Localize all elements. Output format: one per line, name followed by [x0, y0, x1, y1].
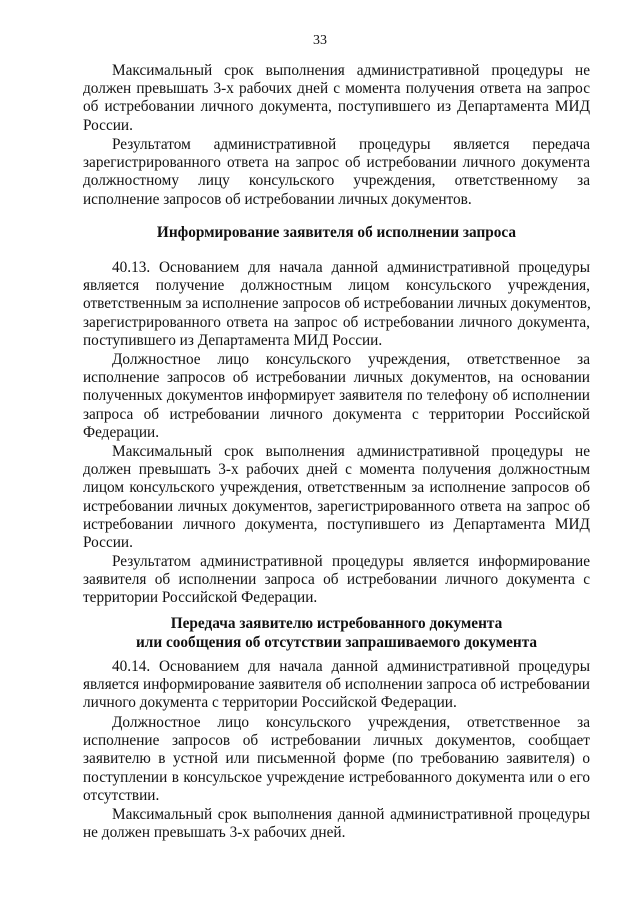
text-line: исполнение запросов об истребовании личных документов.: [83, 190, 472, 208]
paragraph: [83, 806, 590, 842]
text-line: должен превышать 3-х рабочих дней с момента получения ответа на запрос: [83, 80, 590, 98]
text-line: исполнение запросов об истребовании личных документов, сообщает: [83, 732, 590, 750]
text-line: является получение должностным лицом консульского учреждения,: [83, 277, 590, 295]
text-line: 40.14. Основанием для начала данной административной процедуры: [112, 658, 590, 675]
text-line: Результатом административной процедуры является передача: [112, 136, 590, 153]
text-line: 40.13. Основанием для начала данной административной процедуры: [112, 259, 590, 276]
heading-line: или сообщения об отсутствии запрашиваемого документа: [135, 634, 538, 651]
text-line: заявителя об исполнении запроса об истребовании личного документа с: [83, 571, 590, 589]
paragraph: [83, 136, 590, 209]
paragraph: [83, 658, 590, 713]
paragraph: [83, 714, 590, 805]
text-line: поступившего из Департамента МИД России.: [83, 331, 383, 349]
section-heading: [60, 614, 613, 652]
text-line: полученных документов информирует заявителя по телефону об исполнении: [83, 387, 590, 405]
paragraph: [83, 62, 590, 135]
paragraph: [83, 553, 590, 608]
heading-line: Передача заявителю истребованного документа: [170, 615, 503, 632]
text-line: Максимальный срок выполнения данной административной процедуры: [112, 806, 590, 823]
text-line: должен превышать 3-х рабочих дней с момента получения должностным: [83, 461, 590, 479]
text-line: личного документа с территории Российской Федерации.: [83, 694, 457, 712]
text-line: заявителю в устной или письменной форме (по требованию заявителя) о: [83, 750, 590, 768]
paragraph: [83, 351, 590, 442]
heading-line: Информирование заявителя об исполнении запроса: [156, 224, 517, 241]
text-line: России.: [83, 534, 133, 552]
text-line: зарегистрированного ответа на запрос об истребовании личного документа: [83, 154, 590, 172]
text-line: об истребовании личного документа, поступившего из Департамента МИД: [83, 98, 590, 116]
text-line: России.: [83, 116, 133, 134]
text-line: запроса об истребовании личного документа с территории Российской: [83, 405, 590, 423]
text-line: является информирование заявителя об исполнении запроса об истребовании: [83, 676, 590, 694]
text-line: лицом консульского учреждения, ответственным за исполнение запросов об: [83, 479, 590, 497]
text-line: истребовании личных документов, зарегистрированного ответа на запрос об: [83, 497, 590, 515]
text-line: должностному лицу консульского учреждения, ответственному за: [83, 172, 590, 190]
text-line: исполнение запросов об истребовании личных документов, на основании: [83, 369, 590, 387]
text-line: Максимальный срок выполнения административной процедуры не: [112, 62, 590, 79]
page-number: 33: [313, 33, 327, 48]
text-line: отсутствии.: [83, 786, 160, 804]
text-line: Результатом административной процедуры является информирование: [112, 553, 590, 570]
text-line: зарегистрированного ответа на запрос об истребовании личного документа,: [83, 313, 590, 331]
text-line: территории Российской Федерации.: [83, 589, 318, 607]
text-line: Максимальный срок выполнения административной процедуры не: [112, 443, 590, 460]
text-line: истребовании личного документа, поступившего из Департамента МИД: [83, 515, 590, 533]
section-heading: [60, 223, 613, 242]
text-line: Федерации.: [83, 423, 160, 441]
text-line: ответственным за исполнение запросов об истребовании личных документов,: [83, 295, 591, 313]
text-line: Должностное лицо консульского учреждения, ответственное за: [112, 351, 590, 368]
text-line: Должностное лицо консульского учреждения, ответственное за: [112, 714, 590, 731]
text-line: не должен превышать 3-х рабочих дней.: [83, 824, 346, 842]
paragraph: [83, 443, 590, 552]
text-line: поступлении в консульское учреждение истребованного документа или о его: [83, 768, 590, 786]
paragraph: [83, 259, 590, 350]
